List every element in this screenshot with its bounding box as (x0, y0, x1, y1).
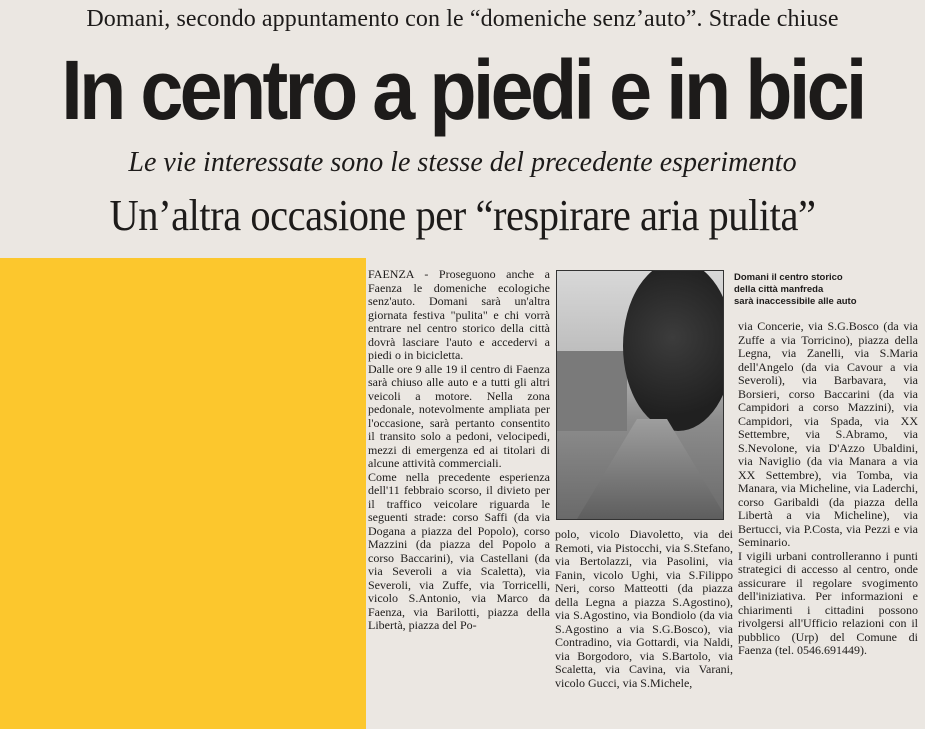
article-subhead: Le vie interessate sono le stesse del precedente esperimento (128, 147, 797, 178)
article-kicker: Domani, secondo appuntamento con le “domeniche senz’auto”. Strade chiuse (86, 6, 839, 32)
photo-building (557, 351, 627, 431)
article-secondary-headline: Un’altra occasione per “respirare aria pulita” (109, 191, 816, 240)
article-column-2: polo, vicolo Diavoletto, via dei Remoti, via Pistocchi, via S.Stefano, via Bertolazzi, via Pasolini, via Fanin, vicolo Ughi, via S.Filippo Neri, corso Matteotti (da piazza della Legna a piazza S.Agostino), via S.Agostino, via Bondiolo (da via S.Agostino a via S.G.Bosco), via Contradino, via Gottardi, via Naldi, via Borgodoro, via S.Bartolo, via Scaletta, via Cavina, via Varani, vicolo Gucci, via S.Michele, (555, 528, 733, 690)
photo-tree (623, 270, 724, 431)
photo-road (577, 419, 724, 519)
redaction-block (0, 258, 366, 729)
article-headline: In centro a piedi e in bici (61, 43, 864, 137)
street-photo (556, 270, 724, 520)
article-column-3: via Concerie, via S.G.Bosco (da via Zuffe a via Torricino), piazza della Legna, via Zanelli, via S.Maria dell'Angelo (da via Cavour a via Severoli), via Barbavara, via Borsieri, corso Baccarini (da via Campidori a corso Mazzini), via Campidori, via Spada, via XX Settembre, via S.Abramo, via S.Nevolone, via D'Azzo Ubaldini, via Naviglio (da via Manara a via XX Settembre), via Tomba, via Manara, via Micheline, via Laderchi, corso Garibaldi (da piazza della Libertà a via Micheline), via Bertucci, via P.Costa, via Pezzi e via Seminario. I vigili urbani controlleranno i punti strategici di accesso al centro, onde assicurare il regolare svogimento dell'iniziativa. Per informazioni e chiarimenti i cittadini possono rivolgersi all'Ufficio relazioni con il pubblico (Urp) del Comune di Faenza (tel. 0546.691449). (738, 320, 918, 657)
article-column-1: FAENZA - Proseguono anche a Faenza le domeniche ecologiche senz'auto. Domani sarà un'altra giornata festiva "pulita" e chi vorrà entrare nel centro storico della città dovrà lasciare l'auto e accedervi a piedi o in bicicletta. Dalle ore 9 alle 19 il centro di Faenza sarà chiuso alle auto e a tutti gli altri veicoli a motore. Nella zona pedonale, notevolmente ampliata per l'occasione, sarà pertanto consentito il transito solo a pedoni, velocipedi, mezzi di emergenza ed ai titolari di alcune attività commerciali. Come nella precedente esperienza dell'11 febbraio scorso, il divieto per il traffico veicolare riguarda le seguenti strade: corso Saffi (da via Dogana a piazza del Popolo), corso Mazzini (da piazza del Popolo a corso Baccarini), via Castellani (da via Severoli a via Scaletta), via Severoli, via Zuffe, via Torricelli, vicolo S.Antonio, via Marco da Faenza, via Barilotti, piazza della Libertà, piazza del Po- (368, 268, 550, 632)
photo-caption: Domani il centro storico della città manfreda sarà inaccessibile alle auto (734, 272, 857, 307)
